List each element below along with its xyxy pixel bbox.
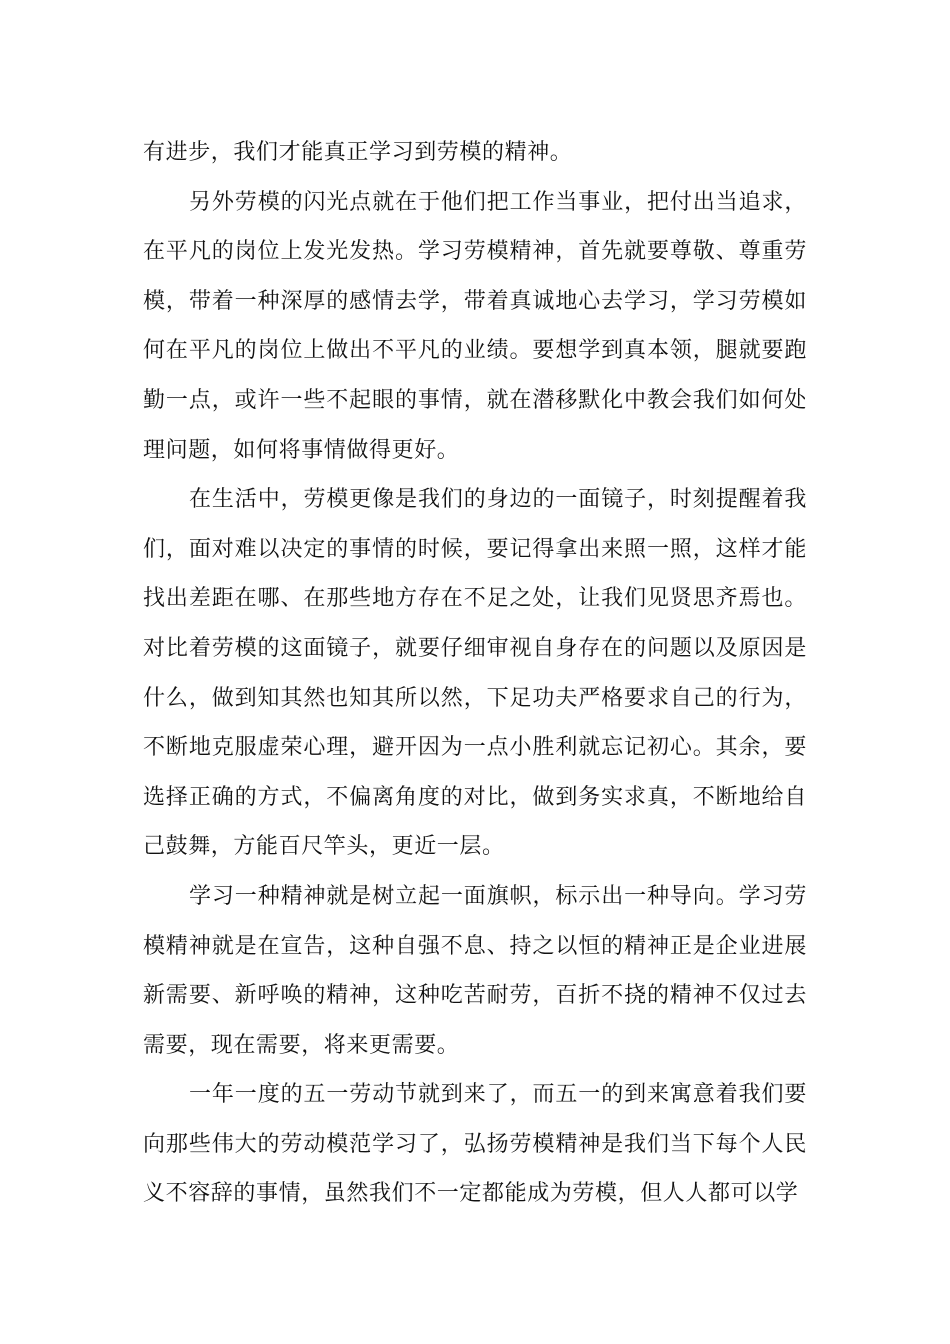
paragraph-1: 有进步，我们才能真正学习到劳模的精神。 — [143, 140, 573, 165]
document-body — [143, 128, 807, 1219]
paragraph-3: 在生活中，劳模更像是我们的身边的一面镜子，时刻提醒着我们，面对难以决定的事情的时候，要记得拿出来照一照，这样才能找出差距在哪、在那些地方存在不足之处，让我们见贤思齐焉也。对比着劳模的这面镜子，就要仔细审视自身存在的问题以及原因是什么，做到知其然也知其所以然，下足功夫严格要求自己的行为，不断地克服虚荣心理，避开因为一点小胜利就忘记初心。其余，要选择正确的方式，不偏离角度的对比，做到务实求真，不断地给自己鼓舞，方能百尺竿头，更近一层。 — [143, 487, 807, 860]
paragraph-4: 学习一种精神就是树立起一面旗帜，标示出一种导向。学习劳模精神就是在宣告，这种自强不息、持之以恒的精神正是企业进展新需要、新呼唤的精神，这种吃苦耐劳，百折不挠的精神不仅过去需要，现在需要，将来更需要。 — [143, 883, 807, 1058]
paragraph-2: 另外劳模的闪光点就在于他们把工作当事业，把付出当追求，在平凡的岗位上发光发热。学习劳模精神，首先就要尊敬、尊重劳模，带着一种深厚的感情去学，带着真诚地心去学习，学习劳模如何在平凡的岗位上做出不平凡的业绩。要想学到真本领，腿就要跑勤一点，或许一些不起眼的事情，就在潜移默化中教会我们如何处理问题，如何将事情做得更好。 — [143, 189, 807, 463]
paragraph-5: 一年一度的五一劳动节就到来了，而五一的到来寓意着我们要向那些伟大的劳动模范学习了，弘扬劳模精神是我们当下每个人民义不容辞的事情，虽然我们不一定都能成为劳模，但人人都可以学 — [143, 1082, 807, 1207]
